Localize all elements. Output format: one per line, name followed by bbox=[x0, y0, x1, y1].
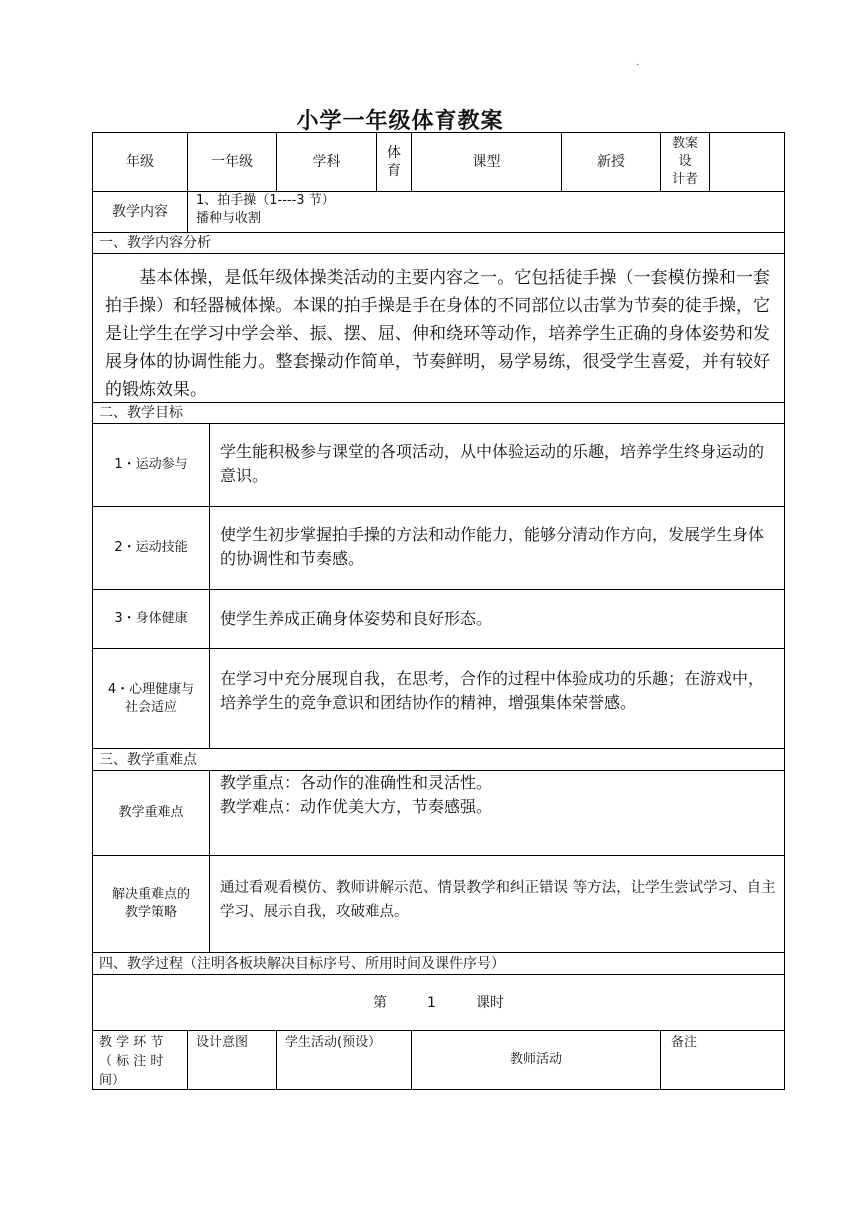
designer-label-line2: 设 bbox=[678, 154, 692, 169]
stage-line3: 间） bbox=[99, 1073, 126, 1088]
goal-text: 学生能积极参与课堂的各项活动，从中体验运动的乐趣，培养学生终身运动的意识。 bbox=[209, 423, 785, 507]
goal-text: 使学生初步掌握拍手操的方法和动作能力，能够分清动作方向，发展学生身体的协调性和节奏感。 bbox=[209, 506, 785, 590]
grade-value: 一年级 bbox=[187, 132, 277, 192]
designer-label-line3: 计者 bbox=[671, 172, 698, 187]
section1-heading: 一、教学内容分析 bbox=[92, 232, 785, 254]
strategy-label-line1: 解决重难点的 bbox=[111, 887, 190, 902]
page-title: 小学一年级体育教案 bbox=[296, 109, 504, 134]
period-number: 1 bbox=[427, 994, 436, 1011]
strategy-text: 通过看观看模仿、教师讲解示范、情景教学和纠正错误 等方法，让学生尝试学习、自主学习、展示自我，攻破难点。 bbox=[209, 855, 785, 953]
strategy-label bbox=[92, 855, 210, 953]
process-col-student: 学生活动(预设） bbox=[276, 1030, 412, 1090]
section4-heading: 四、教学过程（注明各板块解决目标序号、所用时间及课件序号） bbox=[92, 952, 785, 975]
goal-label bbox=[92, 648, 210, 749]
goal-label-line1: 2・运动技能 bbox=[114, 540, 188, 555]
process-col-teacher: 教师活动 bbox=[411, 1030, 661, 1090]
content-line2: 播种与收割 bbox=[196, 211, 262, 226]
difficulty-line: 教学难点：动作优美大方，节奏感强。 bbox=[220, 797, 493, 816]
goal-label-line1: 4・心理健康与 bbox=[107, 681, 195, 697]
subject-value bbox=[376, 132, 412, 192]
key-points-label: 教学重难点 bbox=[92, 770, 210, 856]
grade-label: 年级 bbox=[92, 132, 188, 192]
strategy-label-line2: 教学策略 bbox=[124, 905, 177, 920]
goal-label-line1: 1・运动参与 bbox=[114, 457, 188, 472]
key-point-line: 教学重点：各动作的准确性和灵活性。 bbox=[220, 773, 493, 792]
content-line1: 1、拍手操（1----3 节） bbox=[196, 193, 335, 208]
stage-line2: （ 标 注 时 bbox=[99, 1054, 164, 1069]
analysis-paragraph bbox=[92, 253, 785, 403]
section3-heading: 三、教学重难点 bbox=[92, 748, 785, 771]
analysis-text: 基本体操，是低年级体操类活动的主要内容之一。它包括徒手操（一套模仿操和一套拍手操）和轻器械体操。本课的拍手操是手在身体的不同部位以击掌为节奏的徒手操，它是让学生在学习中学会举、振、摆、屈、伸和绕环等动作，培养学生正确的身体姿势和发展身体的协调性能力。整套操动作简单，节奏鲜明，易学易练，很受学生喜爱，并有较好的锻炼效果。 bbox=[105, 268, 770, 400]
subject-value-line1: 体 bbox=[387, 145, 401, 161]
period-row bbox=[92, 974, 785, 1031]
stray-mark: · bbox=[636, 60, 640, 71]
goal-label bbox=[92, 506, 210, 590]
process-col-intent: 设计意图 bbox=[187, 1030, 277, 1090]
subject-value-line2: 育 bbox=[387, 163, 401, 179]
goal-label-line1: 3・身体健康 bbox=[114, 611, 188, 626]
subject-label: 学科 bbox=[276, 132, 377, 192]
key-points-value bbox=[209, 770, 785, 856]
lesson-type-value: 新授 bbox=[561, 132, 661, 192]
goal-text: 在学习中充分展现自我，在思考，合作的过程中体验成功的乐趣；在游戏中，培养学生的竞争意识和团结协作的精神，增强集体荣誉感。 bbox=[209, 648, 785, 749]
lesson-type-label: 课型 bbox=[411, 132, 562, 192]
designer-value bbox=[709, 132, 785, 192]
goal-label-line2: 社会适应 bbox=[124, 699, 177, 715]
designer-label-line1: 教案 bbox=[671, 136, 698, 151]
goal-text: 使学生养成正确身体姿势和良好形态。 bbox=[209, 589, 785, 649]
content-label: 教学内容 bbox=[92, 191, 188, 233]
process-col-stage bbox=[92, 1030, 188, 1090]
content-value bbox=[187, 191, 785, 233]
process-col-notes: 备注 bbox=[660, 1030, 785, 1090]
period-prefix: 第 bbox=[373, 994, 388, 1011]
goal-label bbox=[92, 589, 210, 649]
goal-label bbox=[92, 423, 210, 507]
section2-heading: 二、教学目标 bbox=[92, 402, 785, 424]
designer-label bbox=[660, 132, 710, 192]
stage-line1: 教 学 环 节 bbox=[99, 1035, 164, 1050]
period-suffix: 课时 bbox=[475, 994, 504, 1011]
